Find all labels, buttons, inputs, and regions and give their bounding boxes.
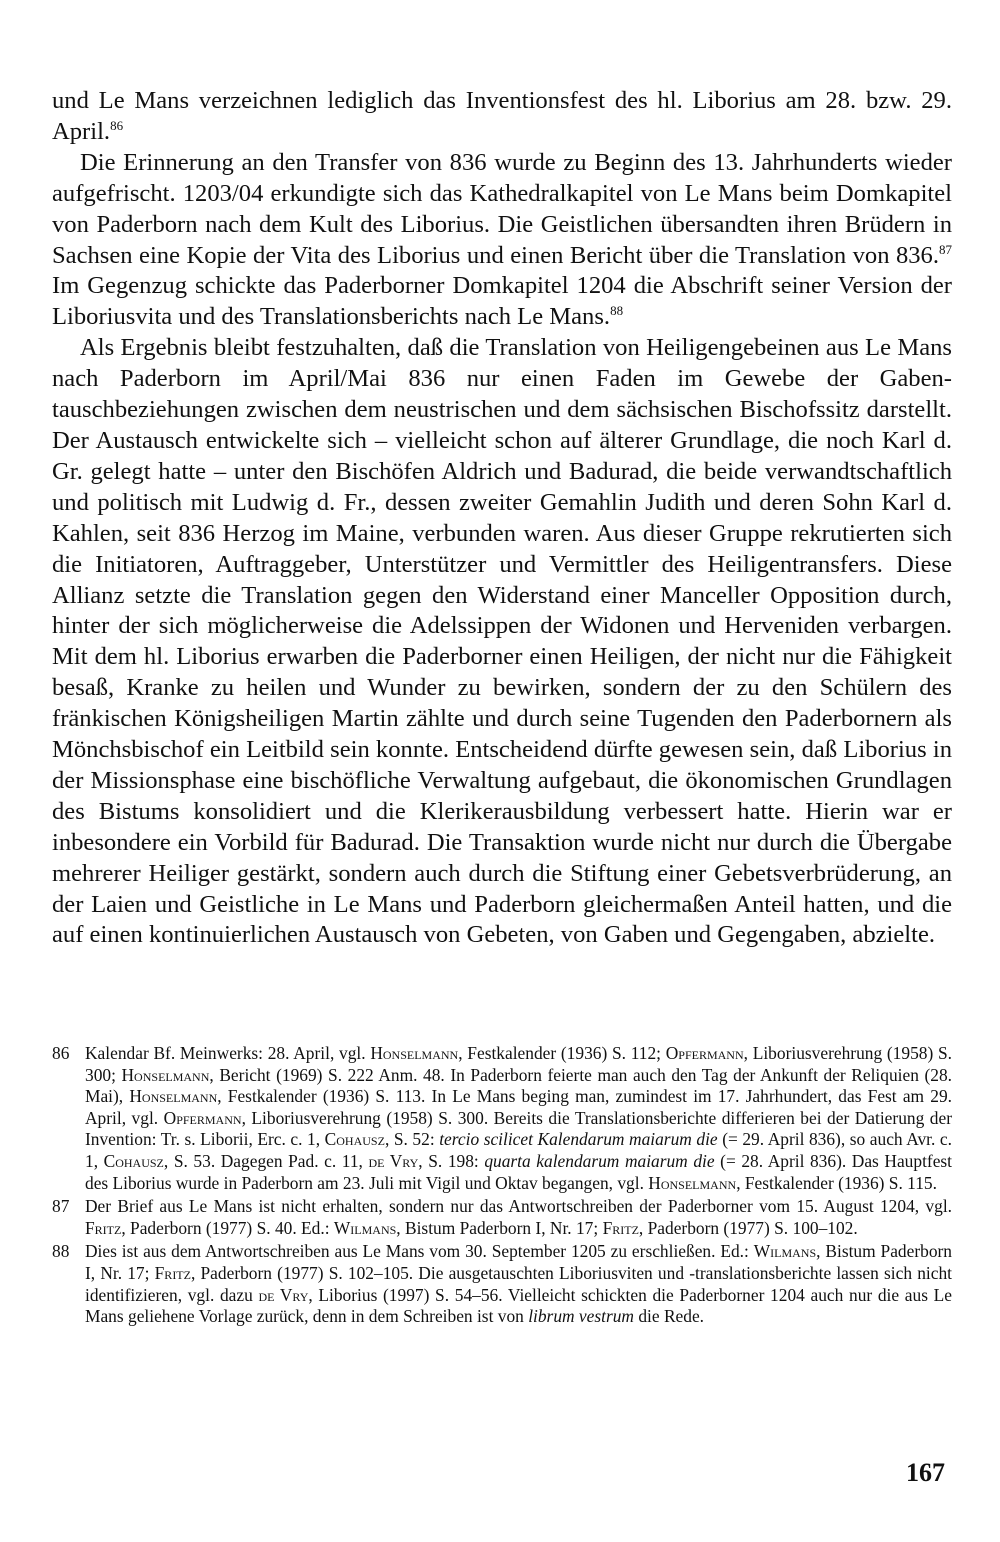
author-name: Wilmans (333, 1217, 397, 1238)
note-text: , Festkalender (1936) S. 112; (458, 1043, 666, 1063)
author-name: Cohausz (324, 1129, 385, 1150)
footnote-86 (52, 1043, 952, 1194)
latin-quote: librum vestrum (528, 1306, 634, 1327)
note-text: , S. 198: (418, 1150, 485, 1171)
note-text: die Rede. (634, 1306, 705, 1327)
note-text: Der Brief aus Le Mans ist nicht erhalten, sondern nur das Antwortschreiben der Paderborner vom 15. August 1204, vgl. (85, 1196, 952, 1217)
footnote-number: 87 (52, 1196, 70, 1217)
note-text: , S. 53. Dagegen Pad. c. 11, (163, 1150, 369, 1171)
footnote-ref-88[interactable]: 88 (610, 303, 624, 319)
author-name: Honselmann (370, 1043, 459, 1063)
note-text: , Liborius (1997) S. 54–56. Vielleicht schickten die Paderborner 1204 auch nur die aus Le Mans geliehene Vorlage zurück, denn in dem Schreiben ist von (85, 1284, 952, 1327)
footnote-87 (52, 1196, 952, 1239)
note-text: Dies ist aus dem Antwortschreiben aus Le Mans vom 30. September 1205 zu erschließen. Ed.: (85, 1241, 754, 1262)
author-name: Wilmans (753, 1241, 817, 1262)
footnotes (52, 1043, 952, 1330)
note-text: , Bistum Paderborn I, Nr. 17; (396, 1217, 603, 1238)
paragraph-3: Als Ergebnis bleibt festzuhalten, daß die Translation von Heiligengebeinen aus Le Mans nach Paderborn im April/Mai 836 nur einen Faden im Gewebe der Gabentauschbeziehungen zwischen dem neustrischen und dem sächsischen Bischofssitz darstellt. Der Austausch entwickelte sich – vielleicht schon auf älterer Grundlage, die noch Karl d. Gr. gelegt hatte – unter den Bischöfen Aldrich und Badurad, die beide verwandtschaftlich und politisch mit Ludwig d. Fr., dessen zweiter Gemahlin Judith und deren Sohn Karl d. Kahlen, seit 836 Herzog im Maine, verbunden waren. Aus dieser Gruppe rekrutierten sich die Initiatoren, Auftraggeber, Unterstützer und Vermittler des Heiligentransfers. Diese Allianz setzte die Translation gegen den Widerstand einer Manceller Opposition durch, hinter der sich möglicherweise die Adelssippen der Widonen und Herveniden verbargen. Mit dem hl. Liborius erwarben die Paderborner einen Heiligen, der nicht nur die Fähigkeit besaß, Kranke zu heilen und Wunder zu bewirken, sondern der zu den Schülern des fränkischen Königsheiligen Martin zählte und durch seine Tugenden den Paderbornern als Mönchsbischof ein Leitbild sein konnte. Entscheidend dürfte gewesen sein, daß Liborius in der Missionsphase eine bischöfliche Verwaltung aufgebaut, die ökonomischen Grundlagen des Bistums konsolidiert und die Klerikerausbildung verbessert hatte. Hierin war er inbesondere ein Vorbild für Badurad. Die Transaktion wurde nicht nur durch die Übergabe mehrerer Heiliger gestärkt, sondern auch durch die Stiftung einer Gebetsverbrüderung, an der Laien und Geistliche in Le Mans und Paderborn gleichermaßen Anteil hatten, und die auf einen kontinuierlichen Austausch von Gebeten, von Gaben und Gegengaben, abzielte. (52, 334, 952, 949)
footnote-ref-87[interactable]: 87 (939, 241, 952, 257)
author-name: de Vry (258, 1284, 309, 1305)
note-text: , Festkalender (1936) S. 113. In Le Mans beging man, zumindest im 17. Jahrhundert, das Fest am 29. April, vgl. (85, 1086, 952, 1128)
footnote-number: 86 (52, 1043, 70, 1063)
author-name: Honselmann (129, 1086, 218, 1107)
note-text: , Bericht (1969) S. 222 Anm. 48. In Paderborn feierte man auch den Tag der Ankunft der Reliquien (28. Mai), (85, 1064, 952, 1107)
author-name: Opfermann (665, 1043, 744, 1063)
author-name: Opfermann (163, 1107, 242, 1128)
author-name: Honselmann (121, 1064, 210, 1085)
paragraph-1 (52, 86, 952, 148)
note-text: , Liboriusverehrung (1958) S. 300; (85, 1043, 952, 1085)
main-text (52, 86, 952, 951)
author-name: Fritz (85, 1217, 122, 1238)
footnote-ref-86[interactable]: 86 (110, 117, 124, 133)
page-number: 167 (906, 1458, 945, 1487)
paragraph-1-text: und Le Mans verzeichnen lediglich das Inventionsfest des hl. Liborius am 28. bzw. 29. April. (52, 87, 952, 145)
note-text: Kalendar Bf. Meinwerks: 28. April, vgl. (85, 1043, 371, 1063)
note-text: , Bistum Paderborn I, Nr. 17; (85, 1241, 952, 1283)
footnote-88 (52, 1241, 952, 1327)
note-text: (= 29. April 836), so auch Avr. c. 1, (85, 1129, 952, 1171)
author-name: Cohausz (103, 1150, 164, 1171)
author-name: de Vry (368, 1150, 419, 1171)
paragraph-2 (52, 148, 952, 333)
note-text: , Festkalender (1936) S. 115. (736, 1172, 937, 1193)
paragraph-2-text-b: Im Gegenzug schickte das Paderborner Domkapitel 1204 die Abschrift seiner Version der Liboriusvita und des Translationsberichts nach Le Mans. (52, 272, 952, 331)
paragraph-2-text-a: Die Erinnerung an den Transfer von 836 wurde zu Beginn des 13. Jahrhunderts wieder aufgefrischt. 1203/04 erkundigte sich das Kathedralkapitel von Le Mans beim Domkapitel von Paderborn nach dem Kult des Liborius. Die Geistlichen übersandten ihren Brüdern in Sachsen eine Kopie der Vita des Liborius und einen Bericht über die Translation von 836. (52, 148, 952, 269)
note-text: , Paderborn (1977) S. 100–102. (638, 1217, 858, 1238)
note-text: , Paderborn (1977) S. 102–105. Die ausgetauschten Liboriusviten und -translationsberichte lassen sich nicht identifizieren, vgl. dazu (85, 1262, 952, 1305)
author-name: Honselmann (648, 1172, 737, 1193)
note-text: , Liboriusverehrung (1958) S. 300. Bereits die Translationsberichte differieren bei der Datierung der Invention: Tr. s. Liborii, Erc. c. 1, (85, 1107, 952, 1150)
note-text: (= 28. April 836). Das Hauptfest des Liborius wurde in Paderborn am 23. Juli mit Vigil und Oktav begangen, vgl. (85, 1150, 953, 1193)
note-text: , Paderborn (1977) S. 40. Ed.: (121, 1217, 334, 1238)
author-name: Fritz (602, 1217, 639, 1238)
latin-quote: tercio scilicet Kalendarum maiarum die (439, 1129, 718, 1150)
latin-quote: quarta kalendarum maiarum die (484, 1150, 715, 1171)
footnote-number: 88 (52, 1241, 70, 1262)
note-text: , S. 52: (384, 1129, 440, 1150)
author-name: Fritz (154, 1262, 191, 1283)
